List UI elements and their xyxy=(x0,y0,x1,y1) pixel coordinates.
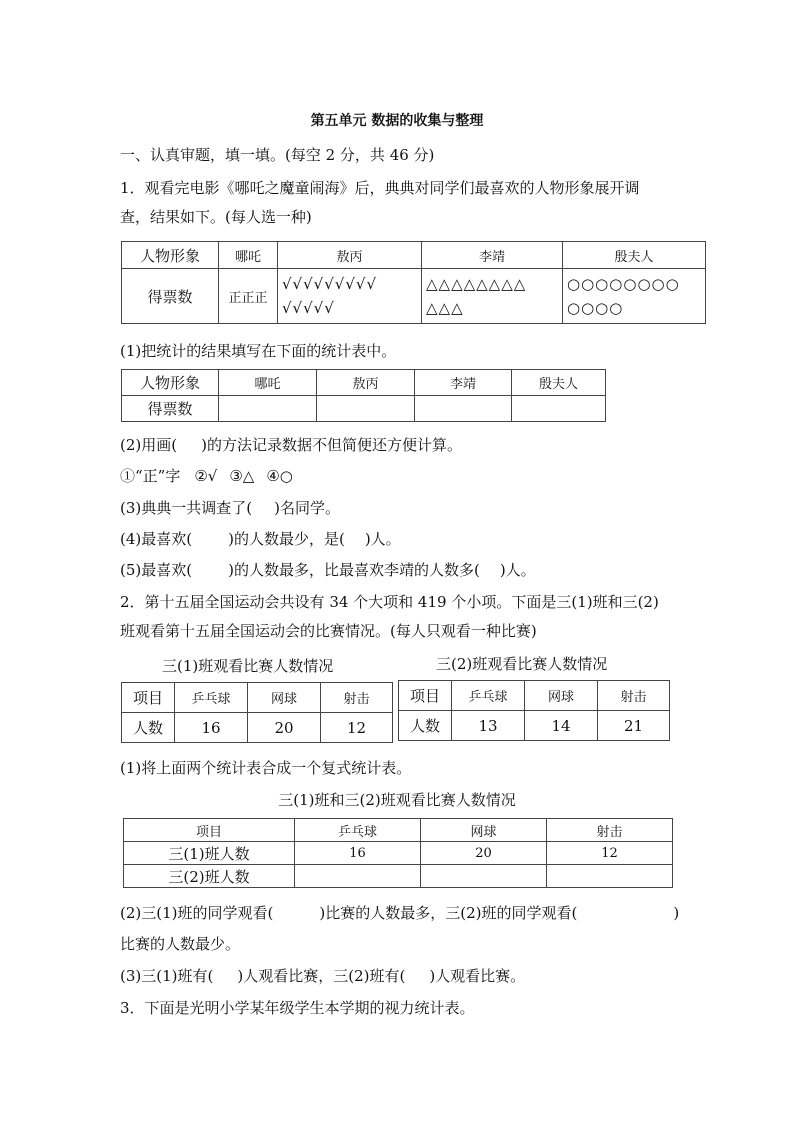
class2-value-shooting: 21 xyxy=(598,711,670,741)
class1-header: 项目 xyxy=(122,683,175,713)
combined-row2-shooting[interactable] xyxy=(547,865,673,888)
q1-sub5-part-c: )人。 xyxy=(499,561,536,579)
class1-item-tennis: 网球 xyxy=(248,683,321,713)
blank-cell-nezha[interactable] xyxy=(219,396,317,422)
class2-row-label: 人数 xyxy=(399,711,452,741)
class1-item-pingpong: 乒乓球 xyxy=(175,683,248,713)
q2-sub3 xyxy=(120,966,525,986)
q1-blank-table xyxy=(121,369,606,422)
blank-col-aobing: 敖丙 xyxy=(317,370,415,396)
option-3: ③△ xyxy=(229,467,255,485)
class1-row-label: 人数 xyxy=(122,713,175,743)
q1-text-line1: 1．观看完电影《哪吒之魔童闹海》后，典典对同学们最喜欢的人物形象展开调 xyxy=(120,179,640,197)
class2-value-pingpong: 13 xyxy=(452,711,525,741)
q1-sub3-part-b: )名同学。 xyxy=(274,499,340,517)
combined-item-pingpong: 乒乓球 xyxy=(295,819,421,842)
q1-sub4 xyxy=(120,529,401,549)
class1-caption: 三(1)班观看比赛人数情况 xyxy=(162,657,334,675)
combined-row1-shooting: 12 xyxy=(547,842,673,865)
blank-col-yin: 殷夫人 xyxy=(512,370,606,396)
q1-sub5-part-a: (5)最喜欢( xyxy=(120,561,193,579)
option-4: ④○ xyxy=(266,467,293,485)
class1-value-tennis: 20 xyxy=(248,713,321,743)
class1-item-shooting: 射击 xyxy=(321,683,393,713)
raw-yin-marks xyxy=(563,269,706,324)
q1-raw-table xyxy=(121,241,706,324)
q2-sub3-part-a: (3)三(1)班有( xyxy=(120,967,214,985)
yin-marks-line2: ○○○○ xyxy=(567,299,624,317)
q2-sub1: (1)将上面两个统计表合成一个复式统计表。 xyxy=(120,759,412,777)
class1-table xyxy=(121,682,393,743)
class2-item-shooting: 射击 xyxy=(598,681,670,711)
q1-sub4-part-b: )的人数最少，是( xyxy=(228,530,345,548)
option-1: ①“正”字 xyxy=(120,467,181,485)
combined-header: 项目 xyxy=(124,819,295,842)
class2-caption: 三(2)班观看比赛人数情况 xyxy=(436,655,608,673)
q1-sub2-part-b: )的方法记录数据不但简便还方便计算。 xyxy=(201,436,462,454)
aobing-marks-line1: √√√√√√√√√ xyxy=(282,275,378,293)
q2-sub2-part-a: (2)三(1)班的同学观看( xyxy=(120,904,274,922)
class2-value-tennis: 14 xyxy=(525,711,598,741)
q1-sub3-part-a: (3)典典一共调查了( xyxy=(120,499,253,517)
q2-sub2-line1 xyxy=(120,903,679,923)
q2-sub2-part-c: ) xyxy=(673,904,680,922)
combined-row2-pingpong[interactable] xyxy=(295,865,421,888)
combined-row1-label: 三(1)班人数 xyxy=(124,842,295,865)
raw-row1-header: 人物形象 xyxy=(122,242,219,269)
raw-row2-header: 得票数 xyxy=(122,269,219,324)
lijing-marks-line2: △△△ xyxy=(426,299,464,317)
combined-row2-label: 三(2)班人数 xyxy=(124,865,295,888)
blank-row2-header: 得票数 xyxy=(122,396,219,422)
q2-text-line2: 班观看第十五届全国运动会的比赛情况。(每人只观看一种比赛) xyxy=(120,622,537,640)
combined-row1-tennis: 20 xyxy=(421,842,547,865)
class2-table xyxy=(398,680,670,741)
blank-col-lijing: 李靖 xyxy=(415,370,512,396)
raw-aobing-marks xyxy=(278,269,422,324)
q2-sub2-line2: 比赛的人数最少。 xyxy=(120,935,241,953)
raw-col-nezha: 哪吒 xyxy=(219,242,278,269)
raw-lijing-marks xyxy=(422,269,563,324)
blank-cell-aobing[interactable] xyxy=(317,396,415,422)
lijing-marks-line1: △△△△△△△△ xyxy=(426,275,527,293)
class1-value-pingpong: 16 xyxy=(175,713,248,743)
q2-sub3-part-c: )人观看比赛。 xyxy=(429,967,526,985)
combined-caption: 三(1)班和三(2)班观看比赛人数情况 xyxy=(278,791,516,809)
q1-sub3 xyxy=(120,498,340,518)
q1-text-line2: 查，结果如下。(每人选一种) xyxy=(120,208,312,226)
combined-table xyxy=(123,818,673,888)
q2-text-line1: 2．第十五届全国运动会共设有 34 个大项和 419 个小项。下面是三(1)班和三(2) xyxy=(120,593,659,611)
q1-sub5 xyxy=(120,560,536,580)
q1-sub4-part-c: )人。 xyxy=(364,530,401,548)
blank-row1-header: 人物形象 xyxy=(122,370,219,396)
q3-text: 3．下面是光明小学某年级学生本学期的视力统计表。 xyxy=(120,999,475,1017)
q1-sub2 xyxy=(120,435,462,455)
q1-sub2-part-a: (2)用画( xyxy=(120,436,178,454)
page-title: 第五单元 数据的收集与整理 xyxy=(310,113,484,129)
class2-item-tennis: 网球 xyxy=(525,681,598,711)
raw-col-yin: 殷夫人 xyxy=(563,242,706,269)
class1-value-shooting: 12 xyxy=(321,713,393,743)
raw-nezha-tally: 正正正 xyxy=(219,269,278,324)
q1-sub5-part-b: )的人数最多，比最喜欢李靖的人数多( xyxy=(228,561,480,579)
raw-col-aobing: 敖丙 xyxy=(278,242,422,269)
option-2: ②√ xyxy=(194,467,218,485)
q1-sub4-part-a: (4)最喜欢( xyxy=(120,530,193,548)
combined-row2-tennis[interactable] xyxy=(421,865,547,888)
section-heading: 一、认真审题，填一填。(每空 2 分，共 46 分) xyxy=(120,146,435,164)
blank-cell-yin[interactable] xyxy=(512,396,606,422)
blank-cell-lijing[interactable] xyxy=(415,396,512,422)
blank-col-nezha: 哪吒 xyxy=(219,370,317,396)
q2-sub3-part-b: )人观看比赛，三(2)班有( xyxy=(237,967,406,985)
combined-item-tennis: 网球 xyxy=(421,819,547,842)
combined-item-shooting: 射击 xyxy=(547,819,673,842)
class2-header: 项目 xyxy=(399,681,452,711)
aobing-marks-line2: √√√√√ xyxy=(282,299,335,317)
raw-col-lijing: 李靖 xyxy=(422,242,563,269)
q1-options xyxy=(120,466,293,486)
combined-row1-pingpong: 16 xyxy=(295,842,421,865)
yin-marks-line1: ○○○○○○○○ xyxy=(567,275,680,293)
q2-sub2-part-b: )比赛的人数最多，三(2)班的同学观看( xyxy=(319,904,578,922)
q1-sub1: (1)把统计的结果填写在下面的统计表中。 xyxy=(120,342,397,360)
class2-item-pingpong: 乒乓球 xyxy=(452,681,525,711)
